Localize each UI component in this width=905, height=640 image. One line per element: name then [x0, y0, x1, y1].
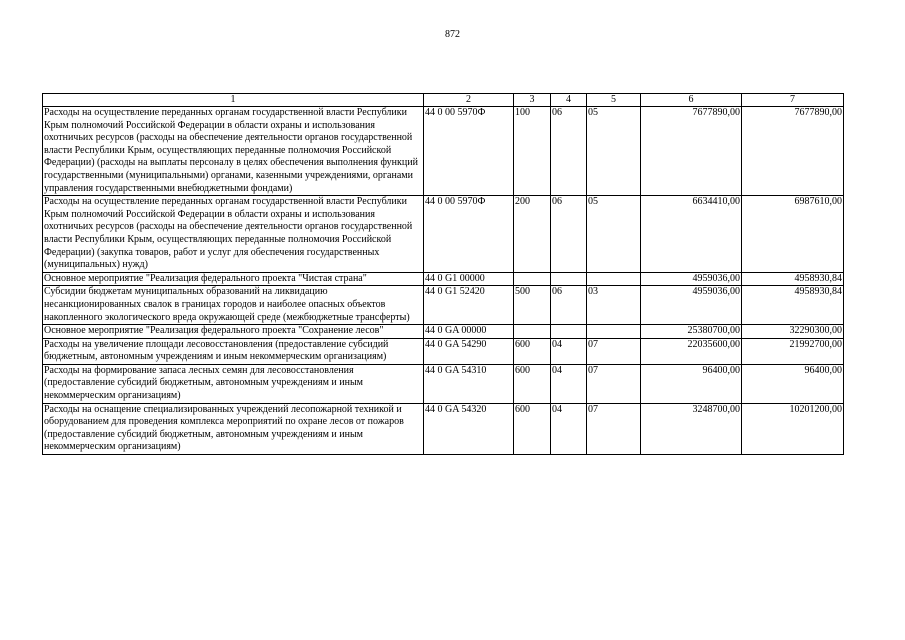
table-row: [43, 403, 844, 454]
row-amount-6: 6634410,00: [641, 196, 742, 273]
row-description: Субсидии бюджетам муниципальных образований на ликвидацию несанкционированных свалок в границах городов и наиболее опасных объектов накопленного экологического вреда окружающей среде (межбюджетные трансферты): [43, 286, 424, 325]
row-col-3: 600: [514, 403, 551, 454]
row-amount-6: 3248700,00: [641, 403, 742, 454]
row-code: 44 0 GA 54310: [424, 364, 514, 403]
row-amount-7: 4958930,84: [742, 272, 844, 286]
row-amount-6: 96400,00: [641, 364, 742, 403]
row-col-3: [514, 272, 551, 286]
row-col-4: 04: [551, 338, 587, 364]
row-col-5: [587, 272, 641, 286]
row-col-3: 600: [514, 338, 551, 364]
row-description: Расходы на формирование запаса лесных семян для лесовосстановления (предоставление субсидий бюджетным, автономным учреждениям и иным некоммерческим организациям): [43, 364, 424, 403]
header-row: [43, 94, 844, 107]
row-col-4: [551, 272, 587, 286]
header-col-2: 2: [424, 94, 514, 107]
row-code: 44 0 00 5970Ф: [424, 196, 514, 273]
row-description: Расходы на оснащение специализированных учреждений лесопожарной техникой и оборудованием для проведения комплекса мероприятий по охране лесов от пожаров (предоставление субсидий бюджетным, автономным учреждениям и иным некоммерческим организациям): [43, 403, 424, 454]
table-row: [43, 196, 844, 273]
row-description: Расходы на осуществление переданных органам государственной власти Республики Крым полномочий Российской Федерации в области охраны и использования охотничьих ресурсов (расходы на обеспечение деятельности органов государственной власти Республики Крым, осуществляющих переданные полномочия Российской Федерации) (расходы на выплаты персоналу в целях обеспечения выполнения функций государственными (муниципальными) органами, казенными учреждениями, органами управления государственными внебюджетными фондами): [43, 107, 424, 196]
row-col-5: [587, 325, 641, 339]
table-row: [43, 338, 844, 364]
header-col-1: 1: [43, 94, 424, 107]
header-col-7: 7: [742, 94, 844, 107]
row-col-3: [514, 325, 551, 339]
budget-table: [42, 93, 844, 455]
row-col-4: 06: [551, 107, 587, 196]
row-code: 44 0 G1 52420: [424, 286, 514, 325]
row-amount-6: 22035600,00: [641, 338, 742, 364]
header-col-3: 3: [514, 94, 551, 107]
row-code: 44 0 GA 00000: [424, 325, 514, 339]
row-description: Основное мероприятие "Реализация федерального проекта "Чистая страна": [43, 272, 424, 286]
row-col-5: 07: [587, 338, 641, 364]
row-col-5: 07: [587, 403, 641, 454]
row-amount-6: 7677890,00: [641, 107, 742, 196]
row-amount-7: 96400,00: [742, 364, 844, 403]
row-col-4: [551, 325, 587, 339]
row-col-5: 07: [587, 364, 641, 403]
row-code: 44 0 00 5970Ф: [424, 107, 514, 196]
table-row: [43, 364, 844, 403]
header-col-6: 6: [641, 94, 742, 107]
row-description: Расходы на увеличение площади лесовосстановления (предоставление субсидий бюджетным, автономным учреждениям и иным некоммерческим организациям): [43, 338, 424, 364]
table-row: [43, 325, 844, 339]
header-col-5: 5: [587, 94, 641, 107]
row-code: 44 0 G1 00000: [424, 272, 514, 286]
table-row: [43, 107, 844, 196]
row-col-3: 500: [514, 286, 551, 325]
header-col-4: 4: [551, 94, 587, 107]
table-row: [43, 272, 844, 286]
row-amount-7: 32290300,00: [742, 325, 844, 339]
row-col-5: 05: [587, 107, 641, 196]
row-col-5: 05: [587, 196, 641, 273]
table-row: [43, 286, 844, 325]
row-amount-6: 4959036,00: [641, 272, 742, 286]
row-amount-7: 21992700,00: [742, 338, 844, 364]
row-col-4: 04: [551, 364, 587, 403]
row-amount-6: 4959036,00: [641, 286, 742, 325]
row-col-4: 04: [551, 403, 587, 454]
row-amount-7: 6987610,00: [742, 196, 844, 273]
row-code: 44 0 GA 54320: [424, 403, 514, 454]
row-col-3: 100: [514, 107, 551, 196]
row-code: 44 0 GA 54290: [424, 338, 514, 364]
row-col-5: 03: [587, 286, 641, 325]
page-number: 872: [445, 29, 460, 40]
row-col-4: 06: [551, 286, 587, 325]
row-description: Расходы на осуществление переданных органам государственной власти Республики Крым полномочий Российской Федерации в области охраны и использования охотничьих ресурсов (расходы на обеспечение деятельности органов государственной власти Республики Крым, осуществляющих переданные полномочия Российской Федерации) (закупка товаров, работ и услуг для обеспечения государственных (муниципальных) нужд): [43, 196, 424, 273]
row-amount-7: 10201200,00: [742, 403, 844, 454]
row-amount-6: 25380700,00: [641, 325, 742, 339]
row-col-3: 200: [514, 196, 551, 273]
row-description: Основное мероприятие "Реализация федерального проекта "Сохранение лесов": [43, 325, 424, 339]
row-amount-7: 7677890,00: [742, 107, 844, 196]
row-col-4: 06: [551, 196, 587, 273]
row-amount-7: 4958930,84: [742, 286, 844, 325]
row-col-3: 600: [514, 364, 551, 403]
